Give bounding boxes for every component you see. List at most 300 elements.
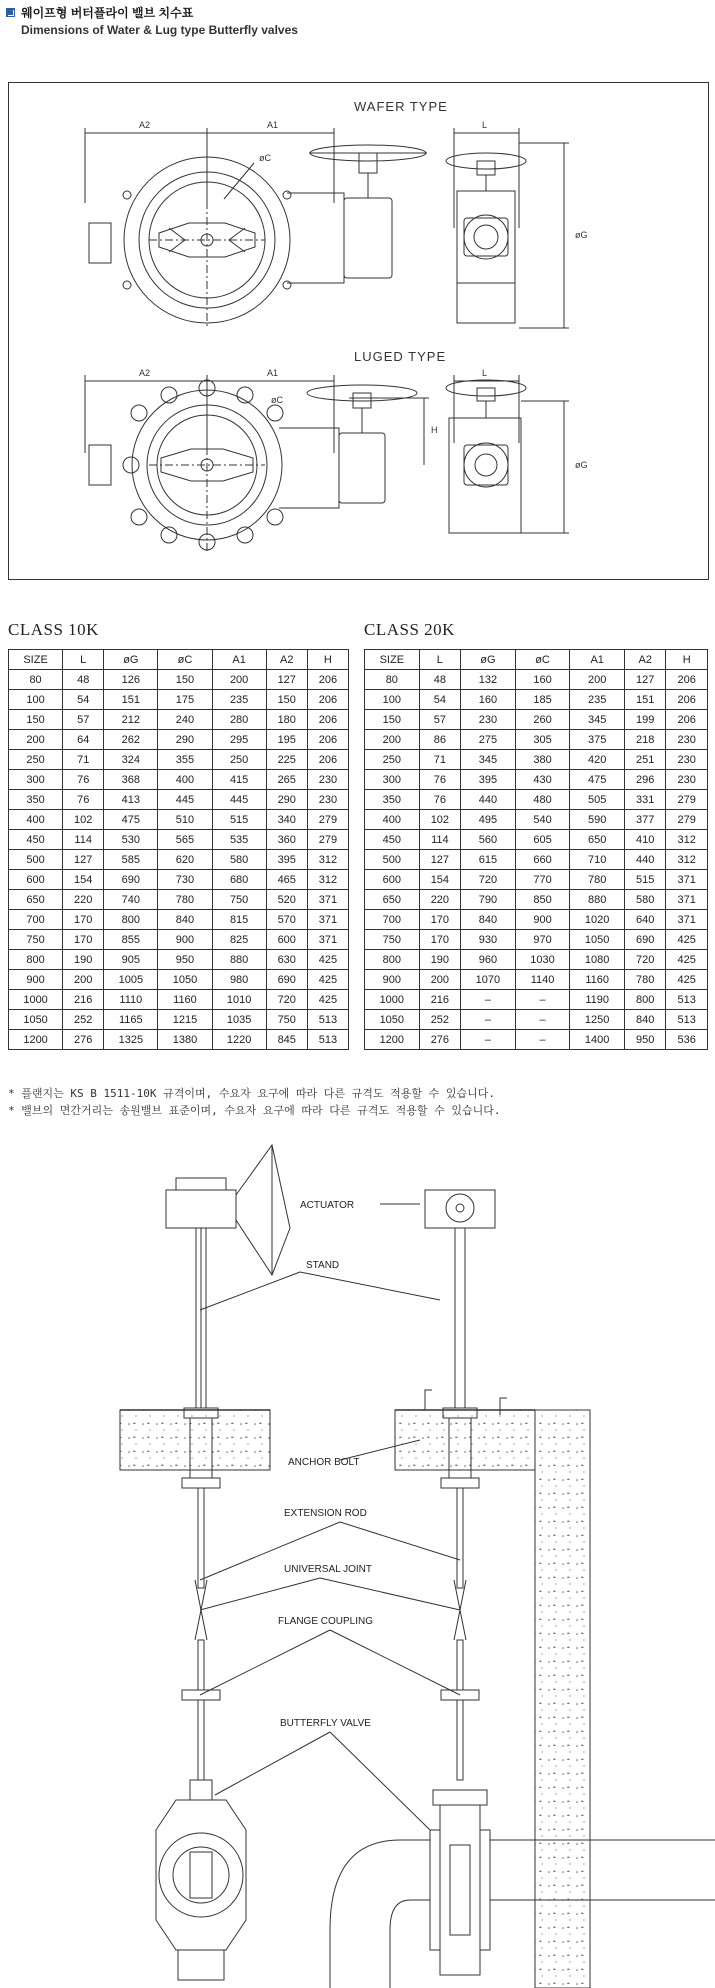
table-cell: 700	[9, 910, 63, 930]
dim-c-label-2: øC	[271, 395, 283, 405]
table-cell: 260	[515, 710, 570, 730]
table-cell: 127	[624, 670, 665, 690]
table-cell: 400	[158, 770, 212, 790]
table-cell: 930	[461, 930, 516, 950]
table-cell: 480	[515, 790, 570, 810]
luged-front-view	[85, 375, 429, 553]
table-cell: 102	[419, 810, 460, 830]
table-row	[9, 890, 349, 910]
table-cell: 950	[624, 1030, 665, 1050]
table-cell: 475	[104, 810, 158, 830]
dim-c-label: øC	[259, 153, 271, 163]
table-cell: 100	[365, 690, 420, 710]
table-cell: 76	[63, 790, 104, 810]
table-cell: 640	[624, 910, 665, 930]
table-cell: 425	[666, 970, 708, 990]
table-cell: 230	[666, 730, 708, 750]
table-cell: 175	[158, 690, 212, 710]
table-cell: 195	[266, 730, 307, 750]
extension-rod-label: EXTENSION ROD	[284, 1508, 367, 1519]
class-20k-table	[364, 649, 708, 1050]
class-10k-title: CLASS 10K	[8, 620, 99, 639]
table-cell: 275	[461, 730, 516, 750]
valve-drawing-svg	[9, 83, 708, 579]
table-cell: 720	[266, 990, 307, 1010]
table-cell: 206	[307, 670, 348, 690]
table-cell: 200	[365, 730, 420, 750]
table-cell: 225	[266, 750, 307, 770]
table-cell: 151	[624, 690, 665, 710]
table-cell: 680	[212, 870, 266, 890]
table-cell: 80	[365, 670, 420, 690]
table-cell: 279	[307, 830, 348, 850]
table-cell: 127	[63, 850, 104, 870]
column-header: A1	[212, 650, 266, 670]
table-row	[365, 1030, 708, 1050]
table-cell: 76	[63, 770, 104, 790]
table-cell: 700	[365, 910, 420, 930]
table-cell: 1000	[9, 990, 63, 1010]
table-cell: 295	[212, 730, 266, 750]
column-header: H	[307, 650, 348, 670]
table-cell: 265	[266, 770, 307, 790]
table-cell: 825	[212, 930, 266, 950]
table-cell: 340	[266, 810, 307, 830]
table-cell: 565	[158, 830, 212, 850]
table-cell: 855	[104, 930, 158, 950]
table-cell: 750	[9, 930, 63, 950]
table-cell: 170	[419, 910, 460, 930]
dim-g-label-2: øG	[575, 460, 588, 470]
table-cell: 495	[461, 810, 516, 830]
table-cell: 190	[63, 950, 104, 970]
table-cell: 400	[365, 810, 420, 830]
wafer-type-title: WAFER TYPE	[354, 99, 448, 114]
table-cell: 905	[104, 950, 158, 970]
table-cell: 440	[461, 790, 516, 810]
table-cell: 250	[9, 750, 63, 770]
table-cell: 580	[624, 890, 665, 910]
table-cell: 450	[365, 830, 420, 850]
table-cell: 331	[624, 790, 665, 810]
table-cell: 780	[570, 870, 625, 890]
bullet-icon	[6, 8, 15, 17]
table-cell: 350	[365, 790, 420, 810]
table-cell: 290	[158, 730, 212, 750]
table-cell: 305	[515, 730, 570, 750]
table-cell: 100	[9, 690, 63, 710]
left-assembly	[156, 1145, 290, 1980]
table-cell: 206	[307, 750, 348, 770]
table-cell: 585	[104, 850, 158, 870]
table-cell: 1050	[9, 1010, 63, 1030]
table-cell: 206	[666, 670, 708, 690]
table-cell: 513	[307, 1030, 348, 1050]
table-cell: 1050	[158, 970, 212, 990]
table-cell: 395	[266, 850, 307, 870]
table-cell: 615	[461, 850, 516, 870]
title-korean: 웨이프형 버터플라이 밸브 치수표	[6, 4, 298, 21]
table-cell: 560	[461, 830, 516, 850]
page-header	[6, 4, 298, 37]
table-row	[9, 750, 349, 770]
table-cell: 312	[307, 850, 348, 870]
table-cell: 206	[307, 690, 348, 710]
table-cell: 730	[158, 870, 212, 890]
table-cell: 880	[570, 890, 625, 910]
table-cell: 815	[212, 910, 266, 930]
dim-a1-label: A1	[267, 120, 279, 130]
universal-joint-label: UNIVERSAL JOINT	[284, 1564, 372, 1575]
table-cell: 650	[365, 890, 420, 910]
table-cell: 513	[666, 1010, 708, 1030]
table-cell: 415	[212, 770, 266, 790]
table-cell: 395	[461, 770, 516, 790]
table-cell: 530	[104, 830, 158, 850]
table-cell: 400	[9, 810, 63, 830]
table-cell: 590	[570, 810, 625, 830]
table-cell: 790	[461, 890, 516, 910]
table-cell: 206	[666, 690, 708, 710]
table-cell: 312	[666, 850, 708, 870]
table-cell: 1160	[158, 990, 212, 1010]
flange-coupling-label: FLANGE COUPLING	[278, 1616, 374, 1627]
table-cell: 279	[666, 810, 708, 830]
table-row	[9, 770, 349, 790]
table-cell: 154	[63, 870, 104, 890]
table-cell: 1010	[212, 990, 266, 1010]
table-cell: 845	[266, 1030, 307, 1050]
table-cell: 690	[104, 870, 158, 890]
column-header: øC	[515, 650, 570, 670]
table-cell: 780	[158, 890, 212, 910]
table-cell: 199	[624, 710, 665, 730]
dim-h-label: H	[431, 425, 438, 435]
table-cell: 800	[624, 990, 665, 1010]
table-cell: 600	[266, 930, 307, 950]
title-english: Dimensions of Water & Lug type Butterfly valves	[21, 23, 298, 37]
table-cell: 200	[419, 970, 460, 990]
table-cell: 750	[212, 890, 266, 910]
table-cell: 1190	[570, 990, 625, 1010]
table-cell: 190	[419, 950, 460, 970]
table-row	[365, 950, 708, 970]
column-header: SIZE	[9, 650, 63, 670]
table-cell: 1005	[104, 970, 158, 990]
table-row	[9, 690, 349, 710]
table-cell: 740	[104, 890, 158, 910]
table-cell: 216	[419, 990, 460, 1010]
table-row	[365, 850, 708, 870]
table-cell: 380	[515, 750, 570, 770]
table-cell: 262	[104, 730, 158, 750]
table-cell: 513	[666, 990, 708, 1010]
table-row	[365, 830, 708, 850]
table-row	[9, 1030, 349, 1050]
table-row	[365, 770, 708, 790]
table-cell: 630	[266, 950, 307, 970]
table-cell: 114	[419, 830, 460, 850]
table-row	[365, 670, 708, 690]
table-row	[365, 1010, 708, 1030]
table-cell: 127	[419, 850, 460, 870]
table-cell: 950	[158, 950, 212, 970]
table-cell: 690	[624, 930, 665, 950]
table-cell: 71	[63, 750, 104, 770]
table-row	[365, 810, 708, 830]
table-row	[365, 750, 708, 770]
table-cell: 127	[266, 670, 307, 690]
table-cell: 1400	[570, 1030, 625, 1050]
note-flange: * 플랜지는 KS B 1511-10K 규격이며, 수요자 요구에 따라 다른 규격도 적용할 수 있습니다.	[8, 1087, 495, 1100]
table-cell: 76	[419, 790, 460, 810]
table-cell: 200	[9, 730, 63, 750]
table-cell: 206	[307, 730, 348, 750]
table-cell: 180	[266, 710, 307, 730]
table-cell: 371	[666, 910, 708, 930]
column-header: A2	[624, 650, 665, 670]
table-header-row	[9, 650, 349, 670]
table-cell: 690	[266, 970, 307, 990]
table-row	[365, 890, 708, 910]
table-row	[9, 730, 349, 750]
table-cell: 840	[461, 910, 516, 930]
table-cell: 1380	[158, 1030, 212, 1050]
table-cell: 1215	[158, 1010, 212, 1030]
table-cell: 102	[63, 810, 104, 830]
table-cell: 750	[266, 1010, 307, 1030]
table-row	[365, 990, 708, 1010]
table-cell: 48	[63, 670, 104, 690]
table-cell: 160	[515, 670, 570, 690]
table-cell: 840	[158, 910, 212, 930]
table-cell: 200	[212, 670, 266, 690]
luged-side-view	[446, 375, 569, 533]
table-row	[9, 830, 349, 850]
table-cell: 410	[624, 830, 665, 850]
table-cell: 505	[570, 790, 625, 810]
table-cell: 220	[419, 890, 460, 910]
table-cell: 970	[515, 930, 570, 950]
table-cell: 515	[624, 870, 665, 890]
table-cell: 230	[307, 790, 348, 810]
table-cell: –	[461, 1010, 516, 1030]
table-cell: 425	[666, 930, 708, 950]
dim-l-label-2: L	[482, 368, 488, 378]
table-cell: 300	[365, 770, 420, 790]
table-cell: 251	[624, 750, 665, 770]
table-cell: 150	[266, 690, 307, 710]
table-cell: 650	[570, 830, 625, 850]
column-header: øG	[461, 650, 516, 670]
table-cell: 185	[515, 690, 570, 710]
table-cell: 375	[570, 730, 625, 750]
table-cell: 170	[63, 930, 104, 950]
table-row	[365, 970, 708, 990]
table-cell: 54	[419, 690, 460, 710]
table-cell: 54	[63, 690, 104, 710]
table-cell: 980	[212, 970, 266, 990]
table-cell: 114	[63, 830, 104, 850]
table-cell: 510	[158, 810, 212, 830]
table-cell: 425	[307, 970, 348, 990]
table-cell: 76	[419, 770, 460, 790]
table-cell: 620	[158, 850, 212, 870]
table-cell: 360	[266, 830, 307, 850]
table-cell: 420	[570, 750, 625, 770]
table-cell: 750	[365, 930, 420, 950]
table-row	[9, 930, 349, 950]
table-cell: 252	[419, 1010, 460, 1030]
stand-label: STAND	[306, 1260, 340, 1271]
actuator-label: ACTUATOR	[300, 1200, 355, 1211]
table-cell: 500	[9, 850, 63, 870]
table-cell: 900	[515, 910, 570, 930]
table-cell: 710	[570, 850, 625, 870]
table-row	[9, 1010, 349, 1030]
table-cell: 86	[419, 730, 460, 750]
dim-g-label: øG	[575, 230, 588, 240]
table-header-row	[365, 650, 708, 670]
table-cell: 154	[419, 870, 460, 890]
table-cell: 126	[104, 670, 158, 690]
table-row	[365, 710, 708, 730]
table-row	[9, 790, 349, 810]
table-cell: 206	[307, 710, 348, 730]
table-cell: 280	[212, 710, 266, 730]
table-cell: 540	[515, 810, 570, 830]
table-cell: 450	[9, 830, 63, 850]
dim-a2-label-2: A2	[139, 368, 151, 378]
dim-a2-label: A2	[139, 120, 151, 130]
column-header: A2	[266, 650, 307, 670]
table-cell: 425	[307, 990, 348, 1010]
table-cell: 240	[158, 710, 212, 730]
butterfly-valve-label: BUTTERFLY VALVE	[280, 1718, 371, 1729]
column-header: L	[63, 650, 104, 670]
table-cell: 296	[624, 770, 665, 790]
table-cell: 276	[63, 1030, 104, 1050]
table-cell: 1220	[212, 1030, 266, 1050]
table-cell: 800	[104, 910, 158, 930]
table-cell: 371	[666, 890, 708, 910]
column-header: A1	[570, 650, 625, 670]
table-cell: 900	[158, 930, 212, 950]
table-cell: 880	[212, 950, 266, 970]
class-10k-table	[8, 649, 349, 1050]
table-row	[9, 970, 349, 990]
table-cell: 900	[9, 970, 63, 990]
table-cell: 371	[307, 930, 348, 950]
table-cell: 150	[158, 670, 212, 690]
table-cell: 230	[461, 710, 516, 730]
table-row	[9, 990, 349, 1010]
table-cell: 770	[515, 870, 570, 890]
table-row	[365, 730, 708, 750]
table-cell: 1080	[570, 950, 625, 970]
table-cell: 850	[515, 890, 570, 910]
table-cell: 250	[365, 750, 420, 770]
column-header: øG	[104, 650, 158, 670]
table-cell: 1200	[365, 1030, 420, 1050]
table-cell: 465	[266, 870, 307, 890]
table-cell: 151	[104, 690, 158, 710]
table-cell: 430	[515, 770, 570, 790]
table-cell: 1000	[365, 990, 420, 1010]
table-cell: 800	[365, 950, 420, 970]
table-row	[9, 950, 349, 970]
table-cell: 660	[515, 850, 570, 870]
table-cell: 132	[461, 670, 516, 690]
table-cell: 252	[63, 1010, 104, 1030]
table-cell: 216	[63, 990, 104, 1010]
table-cell: 345	[570, 710, 625, 730]
table-cell: 371	[307, 910, 348, 930]
class-20k-title: CLASS 20K	[364, 620, 455, 639]
table-row	[365, 790, 708, 810]
table-cell: 48	[419, 670, 460, 690]
table-cell: 1070	[461, 970, 516, 990]
table-cell: 1325	[104, 1030, 158, 1050]
table-row	[9, 870, 349, 890]
table-cell: 445	[158, 790, 212, 810]
table-cell: 520	[266, 890, 307, 910]
table-cell: 64	[63, 730, 104, 750]
table-cell: 500	[365, 850, 420, 870]
table-cell: 1020	[570, 910, 625, 930]
table-cell: 1030	[515, 950, 570, 970]
table-cell: 312	[307, 870, 348, 890]
table-cell: 600	[365, 870, 420, 890]
installation-drawing	[0, 1140, 715, 1988]
table-cell: 150	[365, 710, 420, 730]
table-row	[365, 870, 708, 890]
table-cell: 377	[624, 810, 665, 830]
table-row	[365, 690, 708, 710]
table-row	[9, 670, 349, 690]
table-cell: 1200	[9, 1030, 63, 1050]
table-cell: 312	[666, 830, 708, 850]
table-row	[9, 850, 349, 870]
table-cell: 1250	[570, 1010, 625, 1030]
table-cell: 1165	[104, 1010, 158, 1030]
anchor-bolt-label: ANCHOR BOLT	[288, 1457, 360, 1468]
table-cell: 1110	[104, 990, 158, 1010]
table-cell: 425	[307, 950, 348, 970]
table-cell: 57	[63, 710, 104, 730]
wafer-side-view	[446, 128, 569, 328]
table-cell: 212	[104, 710, 158, 730]
table-cell: 513	[307, 1010, 348, 1030]
table-cell: 235	[212, 690, 266, 710]
table-cell: 1050	[570, 930, 625, 950]
table-cell: 1140	[515, 970, 570, 990]
table-cell: –	[461, 1030, 516, 1050]
table-cell: 900	[365, 970, 420, 990]
table-cell: 345	[461, 750, 516, 770]
table-cell: 200	[63, 970, 104, 990]
table-row	[9, 910, 349, 930]
right-assembly	[330, 1190, 715, 1988]
table-cell: 279	[307, 810, 348, 830]
table-cell: 413	[104, 790, 158, 810]
table-cell: 230	[307, 770, 348, 790]
column-header: SIZE	[365, 650, 420, 670]
table-cell: 605	[515, 830, 570, 850]
column-header: L	[419, 650, 460, 670]
table-cell: 160	[461, 690, 516, 710]
table-row	[365, 930, 708, 950]
